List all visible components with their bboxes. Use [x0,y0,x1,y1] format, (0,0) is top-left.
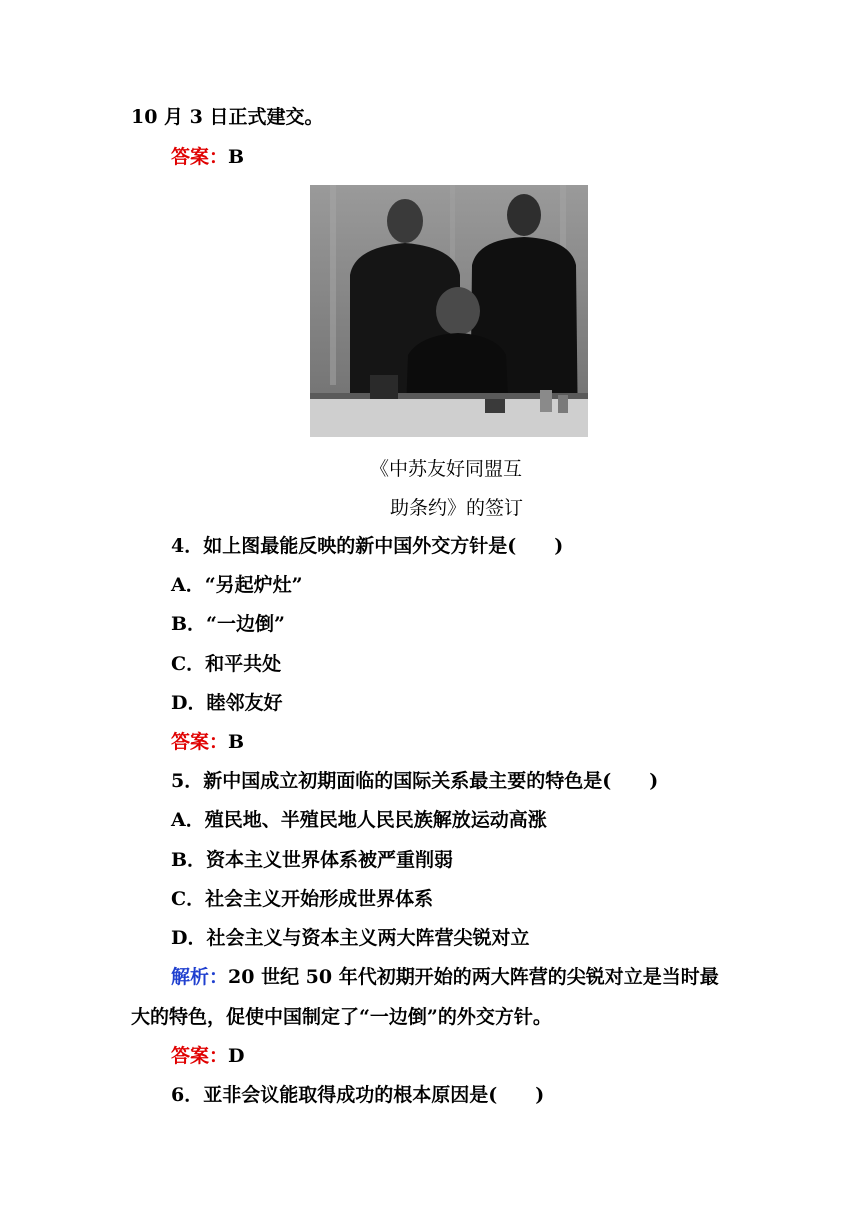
q5-option-d: D．社会主义与资本主义两大阵营尖锐对立 [171,927,530,949]
q5-option-c: C．社会主义开始形成世界体系 [171,888,434,910]
answer-label: 答案： [171,146,229,168]
q5-analysis-text-1: 20 世纪 50 年代初期开始的两大阵营的尖锐对立是当时最 [228,966,719,988]
q4-answer-line [171,729,244,755]
photo-caption-line-1: 《中苏友好同盟互 [370,458,523,480]
q5-analysis-line-1 [171,964,719,990]
q4-option-b: B．“一边倒” [171,613,285,635]
analysis-label: 解析： [171,966,229,988]
treaty-signing-photo [310,185,588,437]
q4-option-c: C．和平共处 [171,653,282,675]
q3-answer-line [171,144,244,170]
q5-answer-line [171,1043,245,1069]
q4-option-d: D．睦邻友好 [171,692,283,714]
previous-answer-text: 10 月 3 日正式建交。 [131,106,324,128]
q4-answer-value: B [228,731,245,753]
answer-label: 答案： [171,731,229,753]
q5-option-a: A．殖民地、半殖民地人民民族解放运动高涨 [171,809,547,831]
q4-option-a: A．“另起炉灶” [171,574,303,596]
q3-answer-value: B [228,146,245,168]
q5-stem: 5．新中国成立初期面临的国际关系最主要的特色是( ) [171,770,659,792]
q5-analysis-line-2: 大的特色，促使中国制定了“一边倒”的外交方针。 [131,1006,552,1028]
q4-stem: 4．如上图最能反映的新中国外交方针是( ) [171,535,564,557]
q6-stem: 6．亚非会议能取得成功的根本原因是( ) [171,1084,545,1106]
answer-label: 答案： [171,1045,229,1067]
q5-answer-value: D [228,1045,245,1067]
photo-caption-line-2: 助条约》的签订 [390,497,524,519]
q5-option-b: B．资本主义世界体系被严重削弱 [171,849,454,871]
